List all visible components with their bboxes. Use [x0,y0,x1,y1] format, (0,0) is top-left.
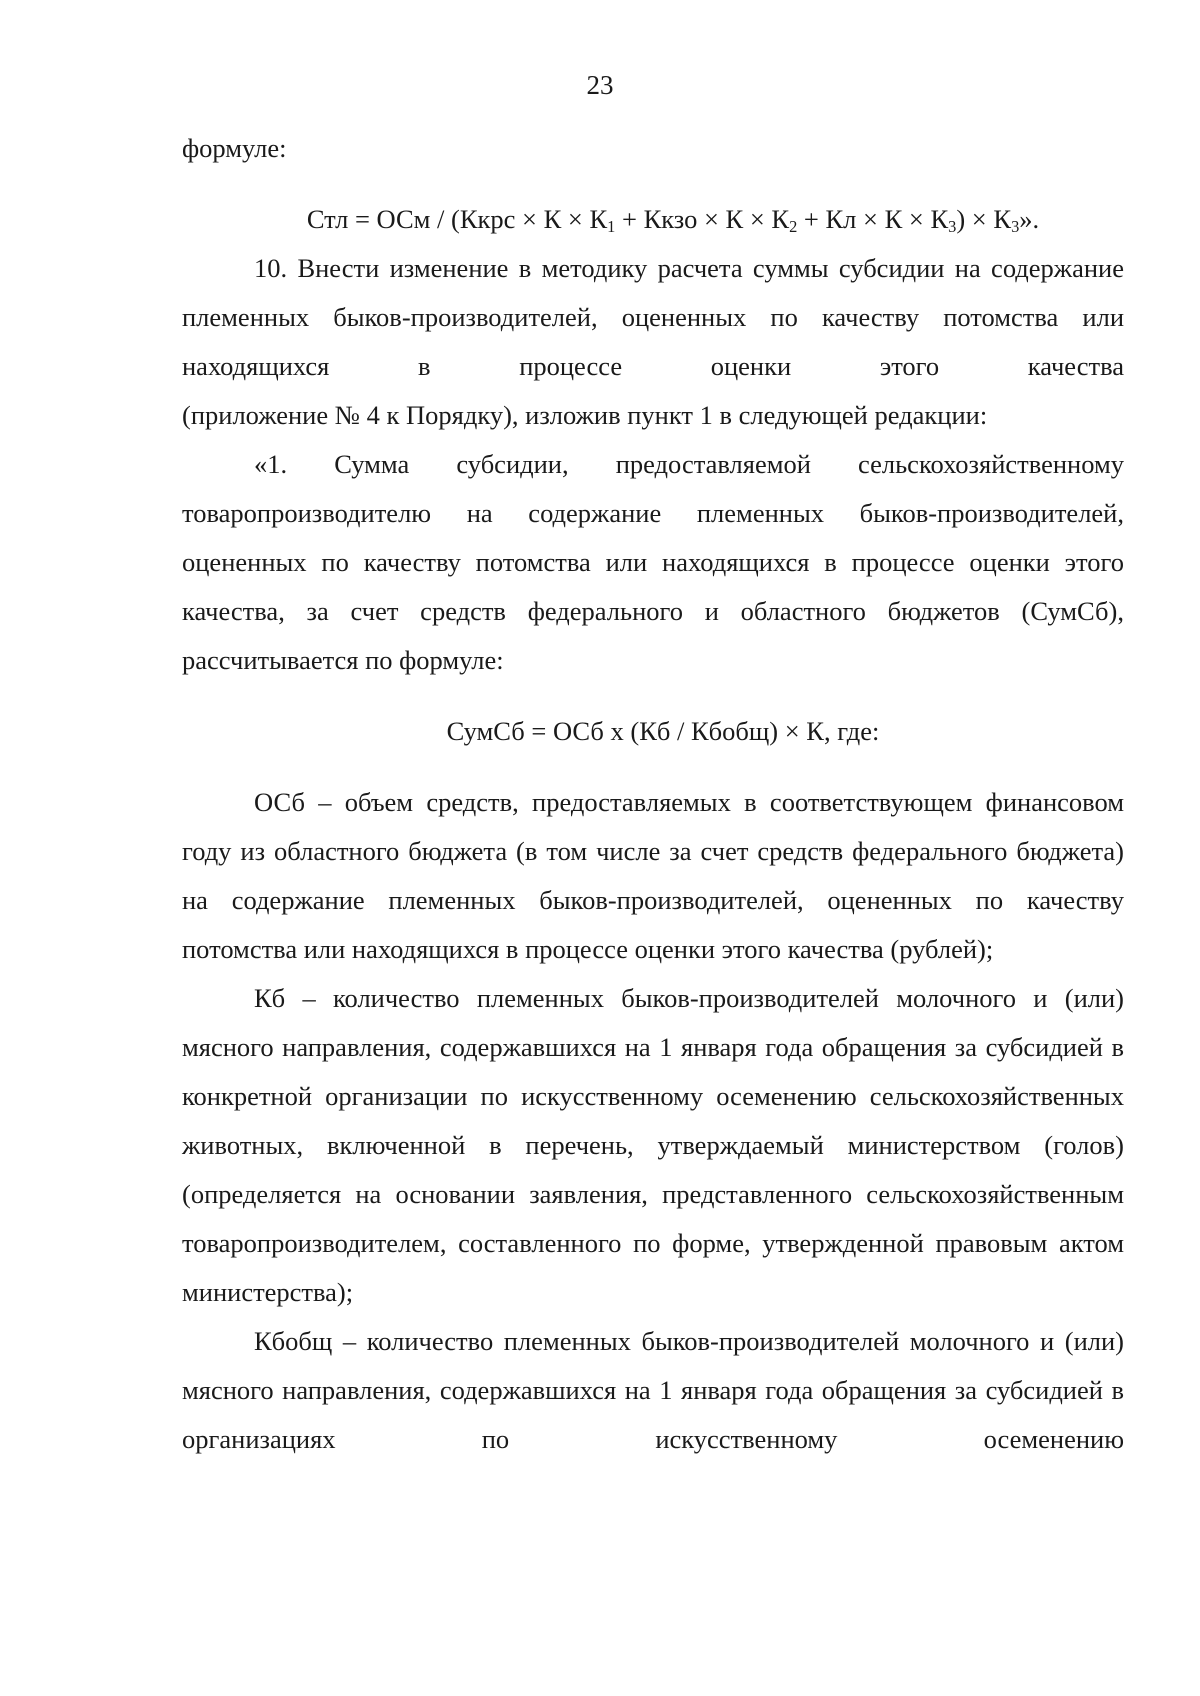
formula-stl-subscript: 2 [789,217,798,237]
page-number: 23 [586,70,614,100]
formula-sumsb: СумСб = ОСб х (Кб / Кбобщ) × К, где: [446,716,880,746]
formula-stl-part: + Ккзо × К × К [615,204,790,234]
formula-stl-part: Стл = ОСм / (Ккрс × К × К [306,204,608,234]
paragraph-osb-definition: ОСб – объем средств, предоставляемых в соответствующем финансовом году из областного бюджета (в том числе за счет средств федерального бюджета) на содержание племенных быков-производителей, оцененных по качеству потомства или находящихся в процессе оценки этого качества (рублей); [182,787,1124,964]
lead-text: формуле: [182,133,287,163]
paragraph-item-10-continued: (приложение № 4 к Порядку), изложив пункт 1 в следующей редакции: [182,400,988,430]
paragraph-point-1: «1. Сумма субсидии, предоставляемой сельскохозяйственному товаропроизводителю на содержание племенных быков-производителей, оцененных по качеству потомства или находящихся в процессе оценки этого качества, за счет средств федерального и областного бюджетов (СумСб), рассчитывается по формуле: [182,449,1124,675]
formula-stl [182,195,1124,244]
formula-stl-subscript: 3 [1011,217,1020,237]
paragraph-item-10: 10. Внести изменение в методику расчета суммы субсидии на содержание племенных быков-производителей, оцененных по качеству потомства или находящихся в процессе оценки этого качества [182,253,1124,381]
document-body [182,124,1124,1464]
formula-stl-part: ». [1019,204,1040,234]
formula-stl-subscript: 3 [948,217,957,237]
formula-stl-part: ) × К [956,204,1012,234]
formula-stl-part: + Кл × К × К [797,204,949,234]
paragraph-kbobsh-definition: Кбобщ – количество племенных быков-производителей молочного и (или) мясного направления, содержавшихся на 1 января года обращения за субсидией в организациях по искусственному осеменению [182,1326,1124,1454]
formula-stl-subscript: 1 [607,217,616,237]
paragraph-kb-definition: Кб – количество племенных быков-производителей молочного и (или) мясного направления, содержавшихся на 1 января года обращения за субсидией в конкретной организации по искусственному осеменению сельскохозяйственных животных, включенной в перечень, утверждаемый министерством (голов) (определяется на основании заявления, представленного сельскохозяйственным товаропроизводителем, составленного по форме, утвержденной правовым актом министерства); [182,983,1124,1307]
